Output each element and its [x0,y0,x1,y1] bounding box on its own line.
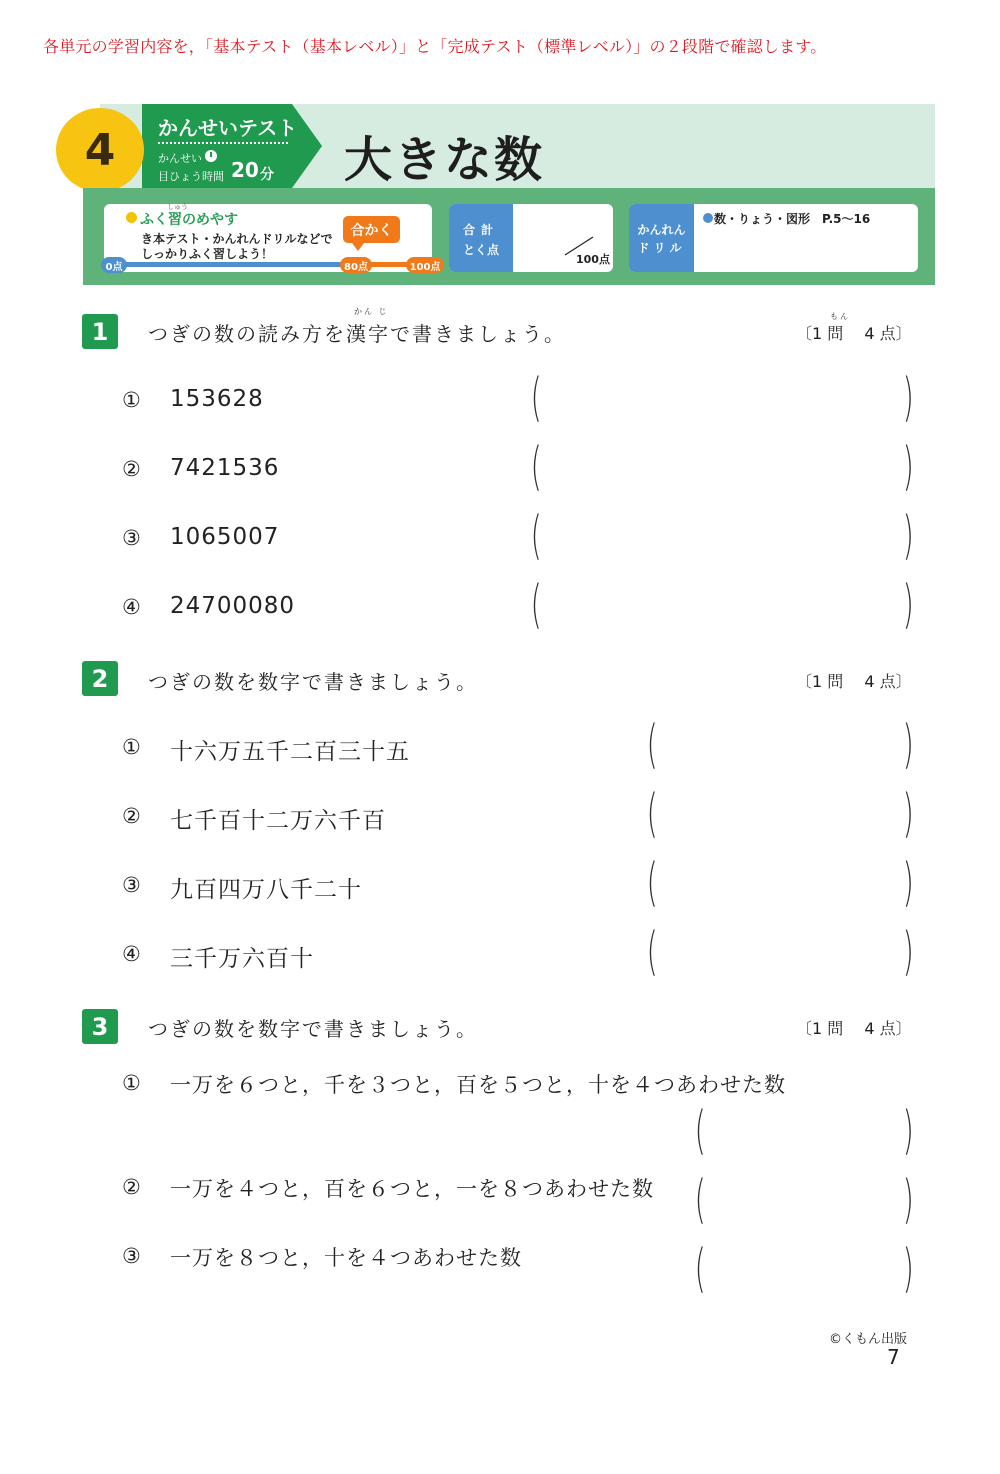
right-paren: ) [902,1239,914,1299]
item-text: 九百四万八千二十 [170,877,362,903]
answer-box[interactable] [530,506,914,566]
answer-box[interactable] [694,1239,914,1299]
review-guide-title: ふく習のめやす [140,212,238,228]
pass-badge: 合かく [343,216,400,243]
dotted-divider [158,142,288,144]
section-1-question: つぎの数の読み方を漢字で書きましょう。 [148,322,566,346]
left-paren: ( [646,853,658,913]
answer-box[interactable] [646,715,914,775]
item-text: 一万を８つと，十を４つあわせた数 [170,1246,522,1270]
bullet-dot-icon [703,213,713,223]
target-time-value: 20 [231,158,259,182]
item-number: ③ [122,1244,141,1268]
section-3-badge: 3 [82,1009,118,1044]
drill-label: ドリル [637,241,686,255]
total-score-header [449,204,513,272]
left-paren: ( [694,1170,706,1230]
scale-end-pill: 100点 [406,257,444,273]
score-max[interactable]: 100点 [576,253,610,266]
kanji-ruby: かん じ [354,307,389,316]
right-paren: ) [902,853,914,913]
left-paren: ( [694,1239,706,1299]
section-1-points: 〔1 問 4 点〕 [796,324,912,343]
item-number: ① [122,1071,141,1095]
total-score-label: 合計 [462,223,499,237]
scale-pass-pill: 80点 [340,257,372,273]
item-text: 7421536 [170,455,280,481]
left-paren: ( [646,715,658,775]
review-guide-text-line1: き本テスト・かんれんドリルなどで [141,232,333,246]
item-number: ① [122,735,141,759]
section-3-question: つぎの数を数字で書きましょう。 [148,1017,478,1041]
item-number: ② [122,457,141,481]
answer-box[interactable] [694,1170,914,1230]
item-text: 24700080 [170,593,296,619]
section-2-points: 〔1 問 4 点〕 [796,672,912,691]
item-text: 1065007 [170,524,280,550]
answer-box[interactable] [530,575,914,635]
answer-box[interactable] [646,853,914,913]
left-paren: ( [694,1101,706,1161]
left-paren: ( [646,784,658,844]
intro-text: 各単元の学習内容を，「基本テスト（基本レベル）」と「完成テスト（標準レベル）」の２段階で確認します。 [43,37,827,56]
answer-box[interactable] [530,368,914,428]
right-paren: ) [902,784,914,844]
item-text: 七千百十二万六千百 [170,808,386,834]
pass-badge-pointer [352,243,364,251]
answer-box[interactable] [694,1101,914,1161]
right-paren: ) [902,575,914,635]
item-number: ④ [122,595,141,619]
right-paren: ) [902,1170,914,1230]
item-number: ④ [122,942,141,966]
right-paren: ) [902,506,914,566]
target-time-unit: 分 [260,167,274,183]
item-number: ③ [122,873,141,897]
item-number: ② [122,1175,141,1199]
related-drill-header [629,204,694,272]
right-paren: ) [902,715,914,775]
item-text: 三千万六百十 [170,946,314,972]
right-paren: ) [902,922,914,982]
unit-number-badge: 4 [56,108,144,192]
item-text: 十六万五千二百三十五 [170,739,410,765]
left-paren: ( [646,922,658,982]
related-drill-reference: 数・りょう・図形 P.5〜16 [714,212,871,226]
right-paren: ) [902,1101,914,1161]
left-paren: ( [530,506,542,566]
item-number: ① [122,388,141,412]
related-label: かんれん [637,223,686,237]
answer-box[interactable] [530,437,914,497]
review-guide-text-line2: しっかりふく習しよう！ [141,247,274,261]
page-title: 大きな数 [344,132,545,188]
right-paren: ) [902,437,914,497]
earned-points-label: とく点 [462,243,499,257]
bullet-dot-icon [126,212,137,223]
section-2-question: つぎの数を数字で書きましょう。 [148,670,478,694]
target-time-label: 目ひょう時間 [158,170,224,183]
left-paren: ( [530,575,542,635]
clock-icon [205,150,217,162]
item-text: 153628 [170,386,264,412]
section-2-badge: 2 [82,661,118,696]
points-ruby: もん [830,312,850,321]
section-1-badge: 1 [82,314,118,349]
kansei-small-label: かんせい [158,152,202,165]
left-paren: ( [530,368,542,428]
score-scale-bar-low [108,262,344,267]
item-text: 一万を６つと，千を３つと，百を５つと，十を４つあわせた数 [170,1073,786,1097]
answer-box[interactable] [646,784,914,844]
review-title-ruby: しゅう [167,203,188,211]
section-3-points: 〔1 問 4 点〕 [796,1019,912,1038]
left-paren: ( [530,437,542,497]
answer-box[interactable] [646,922,914,982]
page-number: 7 [887,1345,900,1369]
item-number: ③ [122,526,141,550]
right-paren: ) [902,368,914,428]
scale-start-pill: 0点 [101,257,127,273]
copyright: ©くもん出版 [829,1332,908,1347]
item-text: 一万を４つと，百を６つと，一を８つあわせた数 [170,1177,654,1201]
item-number: ② [122,804,141,828]
test-label: かんせいテスト [158,116,298,140]
